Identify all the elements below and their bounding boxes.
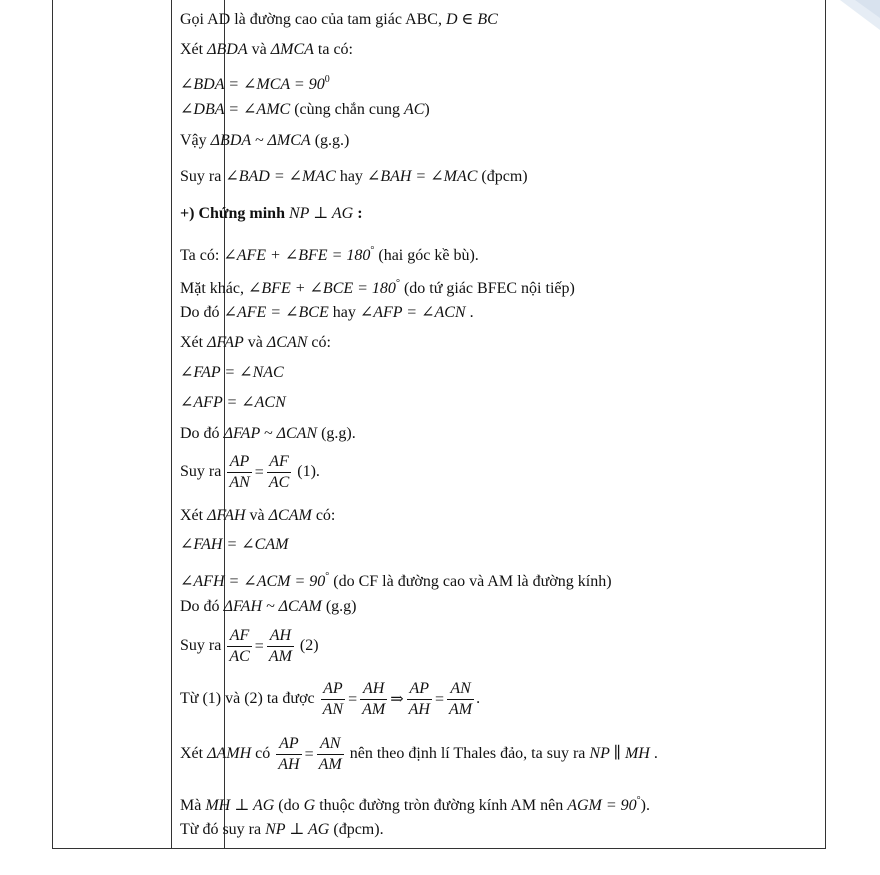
text: Ta có:: [180, 247, 224, 264]
math: NP ∥ MH: [589, 745, 650, 763]
line-conclude-1: [180, 167, 770, 187]
section-heading: +) Chứng minh: [180, 205, 289, 222]
text: Do đó: [180, 304, 224, 321]
line-supplementary: [180, 241, 770, 266]
text: .: [649, 745, 658, 763]
text: có: [251, 745, 275, 763]
denominator: AN: [229, 474, 250, 491]
numerator: AH: [363, 680, 385, 697]
denominator: AC: [268, 474, 290, 491]
superscript: °: [370, 245, 375, 256]
superscript: 0: [324, 74, 330, 85]
math: ∠AFE + ∠BFE = 180: [223, 247, 371, 264]
text: hay: [335, 168, 367, 185]
fraction: [267, 626, 294, 667]
numerator: AH: [269, 627, 292, 644]
math: ∠BAH = ∠MAC: [366, 168, 478, 185]
text: :: [353, 205, 363, 222]
text: (g.g).: [317, 425, 356, 442]
math: ΔBDA: [207, 41, 248, 58]
text: Xét: [180, 507, 208, 524]
line-altitude: [180, 10, 770, 30]
line-angle-fap: [180, 363, 770, 383]
line-angle-fah: [180, 535, 770, 555]
math: ∠AFP = ∠ACN: [180, 394, 286, 411]
text: (do CF là đường cao và AM là đường kính): [329, 573, 612, 590]
fraction: [360, 679, 387, 720]
denominator: AM: [362, 701, 386, 718]
math: ΔCAM: [268, 507, 312, 524]
text: hay: [328, 304, 360, 321]
text: nên theo định lí Thales đảo, ta suy ra: [345, 745, 590, 763]
line-therefore-angles: [180, 303, 770, 323]
text: Gọi AD là đường cao của tam giác ABC,: [180, 11, 446, 28]
text: ): [424, 101, 430, 118]
text: (đpcm).: [329, 821, 384, 838]
superscript: °: [395, 278, 400, 289]
math: G: [303, 797, 316, 814]
math: MH ⊥ AG: [205, 797, 275, 814]
fraction: [317, 734, 344, 775]
fraction: [447, 679, 474, 720]
denominator: AH: [278, 756, 300, 773]
superscript: °: [636, 795, 641, 806]
text: (do tứ giác BFEC nội tiếp): [399, 280, 575, 297]
line-angle-afp: [180, 393, 770, 413]
denominator: AC: [229, 648, 250, 665]
text: Do đó: [180, 425, 224, 442]
math: D ∈ BC: [445, 11, 498, 28]
text: (đpcm): [477, 168, 528, 185]
text: có:: [307, 334, 331, 351]
text: ta có:: [313, 41, 353, 58]
line-angle-2: [180, 100, 770, 120]
text: (hai góc kề bù).: [374, 247, 479, 264]
text: Mặt khác,: [180, 280, 248, 297]
fraction: [227, 452, 251, 493]
line-heading-np-ag: [180, 204, 770, 224]
fraction: [276, 734, 301, 775]
text: .: [465, 304, 474, 321]
text: Mà: [180, 797, 206, 814]
text: và: [245, 507, 269, 524]
line-consider-3: [180, 506, 770, 526]
text: Suy ra: [180, 168, 226, 185]
text: Suy ra: [180, 637, 226, 655]
text: có:: [311, 507, 336, 524]
math: ∠DBA = ∠AMC: [180, 101, 291, 118]
numerator: AP: [279, 735, 299, 752]
math: ∠AFP = ∠ACN: [359, 304, 466, 321]
line-ratio-1: [180, 452, 770, 493]
fraction: [407, 679, 432, 720]
text: (g.g): [321, 598, 357, 615]
math: NP ⊥ AG: [265, 821, 330, 838]
text: Xét: [180, 334, 208, 351]
line-similar-1: [180, 131, 770, 151]
math: ∠BAD = ∠MAC: [225, 168, 336, 185]
denominator: AH: [408, 701, 430, 718]
numerator: AP: [323, 680, 343, 697]
operator: =: [254, 637, 264, 655]
math: ΔAMH: [207, 745, 252, 763]
line-consider-1: [180, 40, 770, 60]
text: (g.g.): [310, 132, 350, 149]
line-final-conclusion: [180, 820, 770, 840]
text: Từ đó suy ra: [180, 821, 266, 838]
text: Do đó: [180, 598, 224, 615]
numerator: AF: [229, 627, 250, 644]
math: AGM = 90: [567, 797, 637, 814]
line-perpendicular: [180, 791, 770, 816]
fraction: [267, 452, 291, 493]
math: ∠FAH = ∠CAM: [180, 536, 289, 553]
denominator: AM: [268, 648, 292, 665]
corner-decoration: [820, 0, 880, 40]
text: ).: [640, 797, 650, 814]
line-combine-ratios: [180, 679, 770, 720]
operator: =: [304, 745, 314, 763]
line-cyclic: [180, 274, 770, 299]
math: ΔCAN: [266, 334, 308, 351]
math: AC: [403, 101, 425, 118]
denominator: AM: [449, 701, 473, 718]
text: và: [243, 334, 267, 351]
text: và: [247, 41, 271, 58]
numerator: AP: [229, 453, 250, 470]
operator: =: [434, 690, 444, 708]
fraction: [227, 626, 251, 667]
math: ΔMCA: [270, 41, 314, 58]
math: ∠BFE + ∠BCE = 180: [247, 280, 396, 297]
fraction: [321, 679, 345, 720]
line-angle-afh: [180, 567, 770, 592]
text: Xét: [180, 41, 208, 58]
column-divider-1: [171, 0, 172, 848]
math: ΔBDA ~ ΔMCA: [210, 132, 311, 149]
numerator: AP: [409, 680, 430, 697]
math: ΔFAH ~ ΔCAM: [223, 598, 322, 615]
text: Suy ra: [180, 463, 226, 481]
math: ∠BDA = ∠MCA = 90: [180, 76, 325, 93]
math: ∠AFE = ∠BCE: [223, 304, 329, 321]
operator: =: [254, 463, 264, 481]
operator: =: [348, 690, 358, 708]
text: .: [476, 690, 481, 708]
text: (1).: [293, 463, 320, 481]
math: ΔFAP ~ ΔCAN: [223, 425, 318, 442]
line-consider-2: [180, 333, 770, 353]
math: ΔFAH: [207, 507, 246, 524]
math: ΔFAP: [207, 334, 244, 351]
math: ∠AFH = ∠ACM = 90: [180, 573, 326, 590]
line-thales: [180, 734, 770, 775]
line-angle-1: [180, 70, 770, 95]
text: Vậy: [180, 132, 211, 149]
numerator: AF: [269, 453, 289, 470]
denominator: AM: [318, 756, 342, 773]
text: (do: [274, 797, 304, 814]
implies-operator: ⇒: [390, 690, 404, 708]
numerator: AN: [319, 735, 341, 752]
text: Xét: [180, 745, 208, 763]
numerator: AN: [450, 680, 471, 697]
superscript: °: [325, 571, 330, 582]
text: Từ (1) và (2) ta được: [180, 690, 319, 708]
text: (2): [295, 637, 319, 655]
line-similar-2: [180, 424, 770, 444]
line-similar-3: [180, 597, 770, 617]
text: (cùng chắn cung: [290, 101, 404, 118]
math: ∠FAP = ∠NAC: [180, 364, 284, 381]
text: thuộc đường tròn đường kính AM nên: [315, 797, 568, 814]
math: NP ⊥ AG: [288, 205, 354, 222]
denominator: AN: [322, 701, 344, 718]
line-ratio-2: [180, 626, 770, 667]
